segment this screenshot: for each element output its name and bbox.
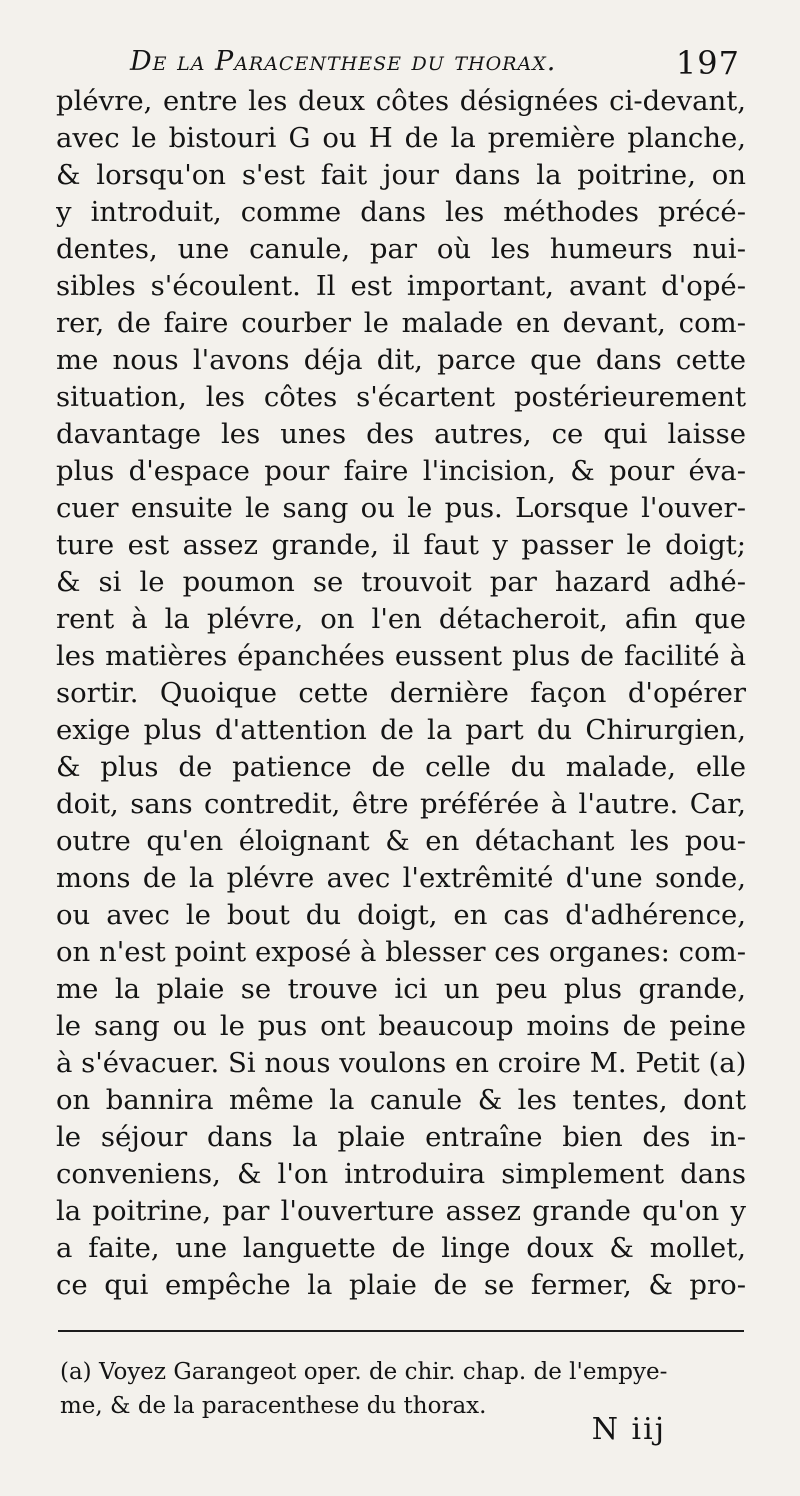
page-header bbox=[120, 44, 740, 84]
text-line: conveniens, & l'on introduira simplement dans bbox=[56, 1158, 746, 1190]
text-line: & lorsqu'on s'est fait jour dans la poitrine, on bbox=[56, 159, 746, 191]
footnote-divider bbox=[58, 1330, 744, 1332]
text-line: sortir. Quoique cette dernière façon d'opérer bbox=[56, 677, 746, 709]
text-line: à s'évacuer. Si nous voulons en croire M. Petit (a) bbox=[56, 1047, 746, 1079]
text-line: me nous l'avons déja dit, parce que dans cette bbox=[56, 344, 746, 376]
text-line: sibles s'écoulent. Il est important, avant d'opé- bbox=[56, 270, 746, 302]
footnote-line: me, & de la paracenthese du thorax. bbox=[60, 1393, 487, 1419]
footnote-line: (a) Voyez Garangeot oper. de chir. chap. de l'empye- bbox=[60, 1359, 668, 1385]
running-title: De la Paracenthese du thorax. bbox=[130, 46, 557, 77]
text-line: avec le bistouri G ou H de la première planche, bbox=[56, 122, 746, 154]
text-line: les matières épanchées eussent plus de facilité à bbox=[56, 640, 746, 672]
text-line: dentes, une canule, par où les humeurs nui- bbox=[56, 233, 746, 265]
body-text bbox=[56, 83, 746, 1304]
text-line: on bannira même la canule & les tentes, dont bbox=[56, 1084, 746, 1116]
text-line: plus d'espace pour faire l'incision, & pour éva- bbox=[56, 455, 746, 487]
text-line: rent à la plévre, on l'en détacheroit, afin que bbox=[56, 603, 746, 635]
signature-mark: N iij bbox=[591, 1412, 666, 1447]
text-line: me la plaie se trouve ici un peu plus grande, bbox=[56, 973, 746, 1005]
text-line: ture est assez grande, il faut y passer le doigt; bbox=[56, 529, 746, 561]
text-line: ou avec le bout du doigt, en cas d'adhérence, bbox=[56, 899, 746, 931]
text-line: situation, les côtes s'écartent postérieurement bbox=[56, 381, 746, 413]
text-line: a faite, une languette de linge doux & mollet, bbox=[56, 1232, 746, 1264]
text-line: cuer ensuite le sang ou le pus. Lorsque l'ouver- bbox=[56, 492, 746, 524]
text-line: le sang ou le pus ont beaucoup moins de peine bbox=[56, 1010, 746, 1042]
text-line: mons de la plévre avec l'extrêmité d'une sonde, bbox=[56, 862, 746, 894]
text-line: y introduit, comme dans les méthodes précé- bbox=[56, 196, 746, 228]
text-line: doit, sans contredit, être préférée à l'autre. Car, bbox=[56, 788, 746, 820]
text-line: exige plus d'attention de la part du Chirurgien, bbox=[56, 714, 746, 746]
page-number: 197 bbox=[675, 44, 740, 82]
text-line: la poitrine, par l'ouverture assez grande qu'on y bbox=[56, 1195, 746, 1227]
text-line: outre qu'en éloignant & en détachant les pou- bbox=[56, 825, 746, 857]
text-line: plévre, entre les deux côtes désignées ci-devant, bbox=[56, 85, 746, 117]
text-line: davantage les unes des autres, ce qui laisse bbox=[56, 418, 746, 450]
text-line: on n'est point exposé à blesser ces organes: com- bbox=[56, 936, 746, 968]
text-line: ce qui empêche la plaie de se fermer, & pro- bbox=[56, 1269, 746, 1301]
text-line: & plus de patience de celle du malade, elle bbox=[56, 751, 746, 783]
text-line: rer, de faire courber le malade en devant, com- bbox=[56, 307, 746, 339]
text-line: le séjour dans la plaie entraîne bien des in- bbox=[56, 1121, 746, 1153]
text-line: & si le poumon se trouvoit par hazard adhé- bbox=[56, 566, 746, 598]
